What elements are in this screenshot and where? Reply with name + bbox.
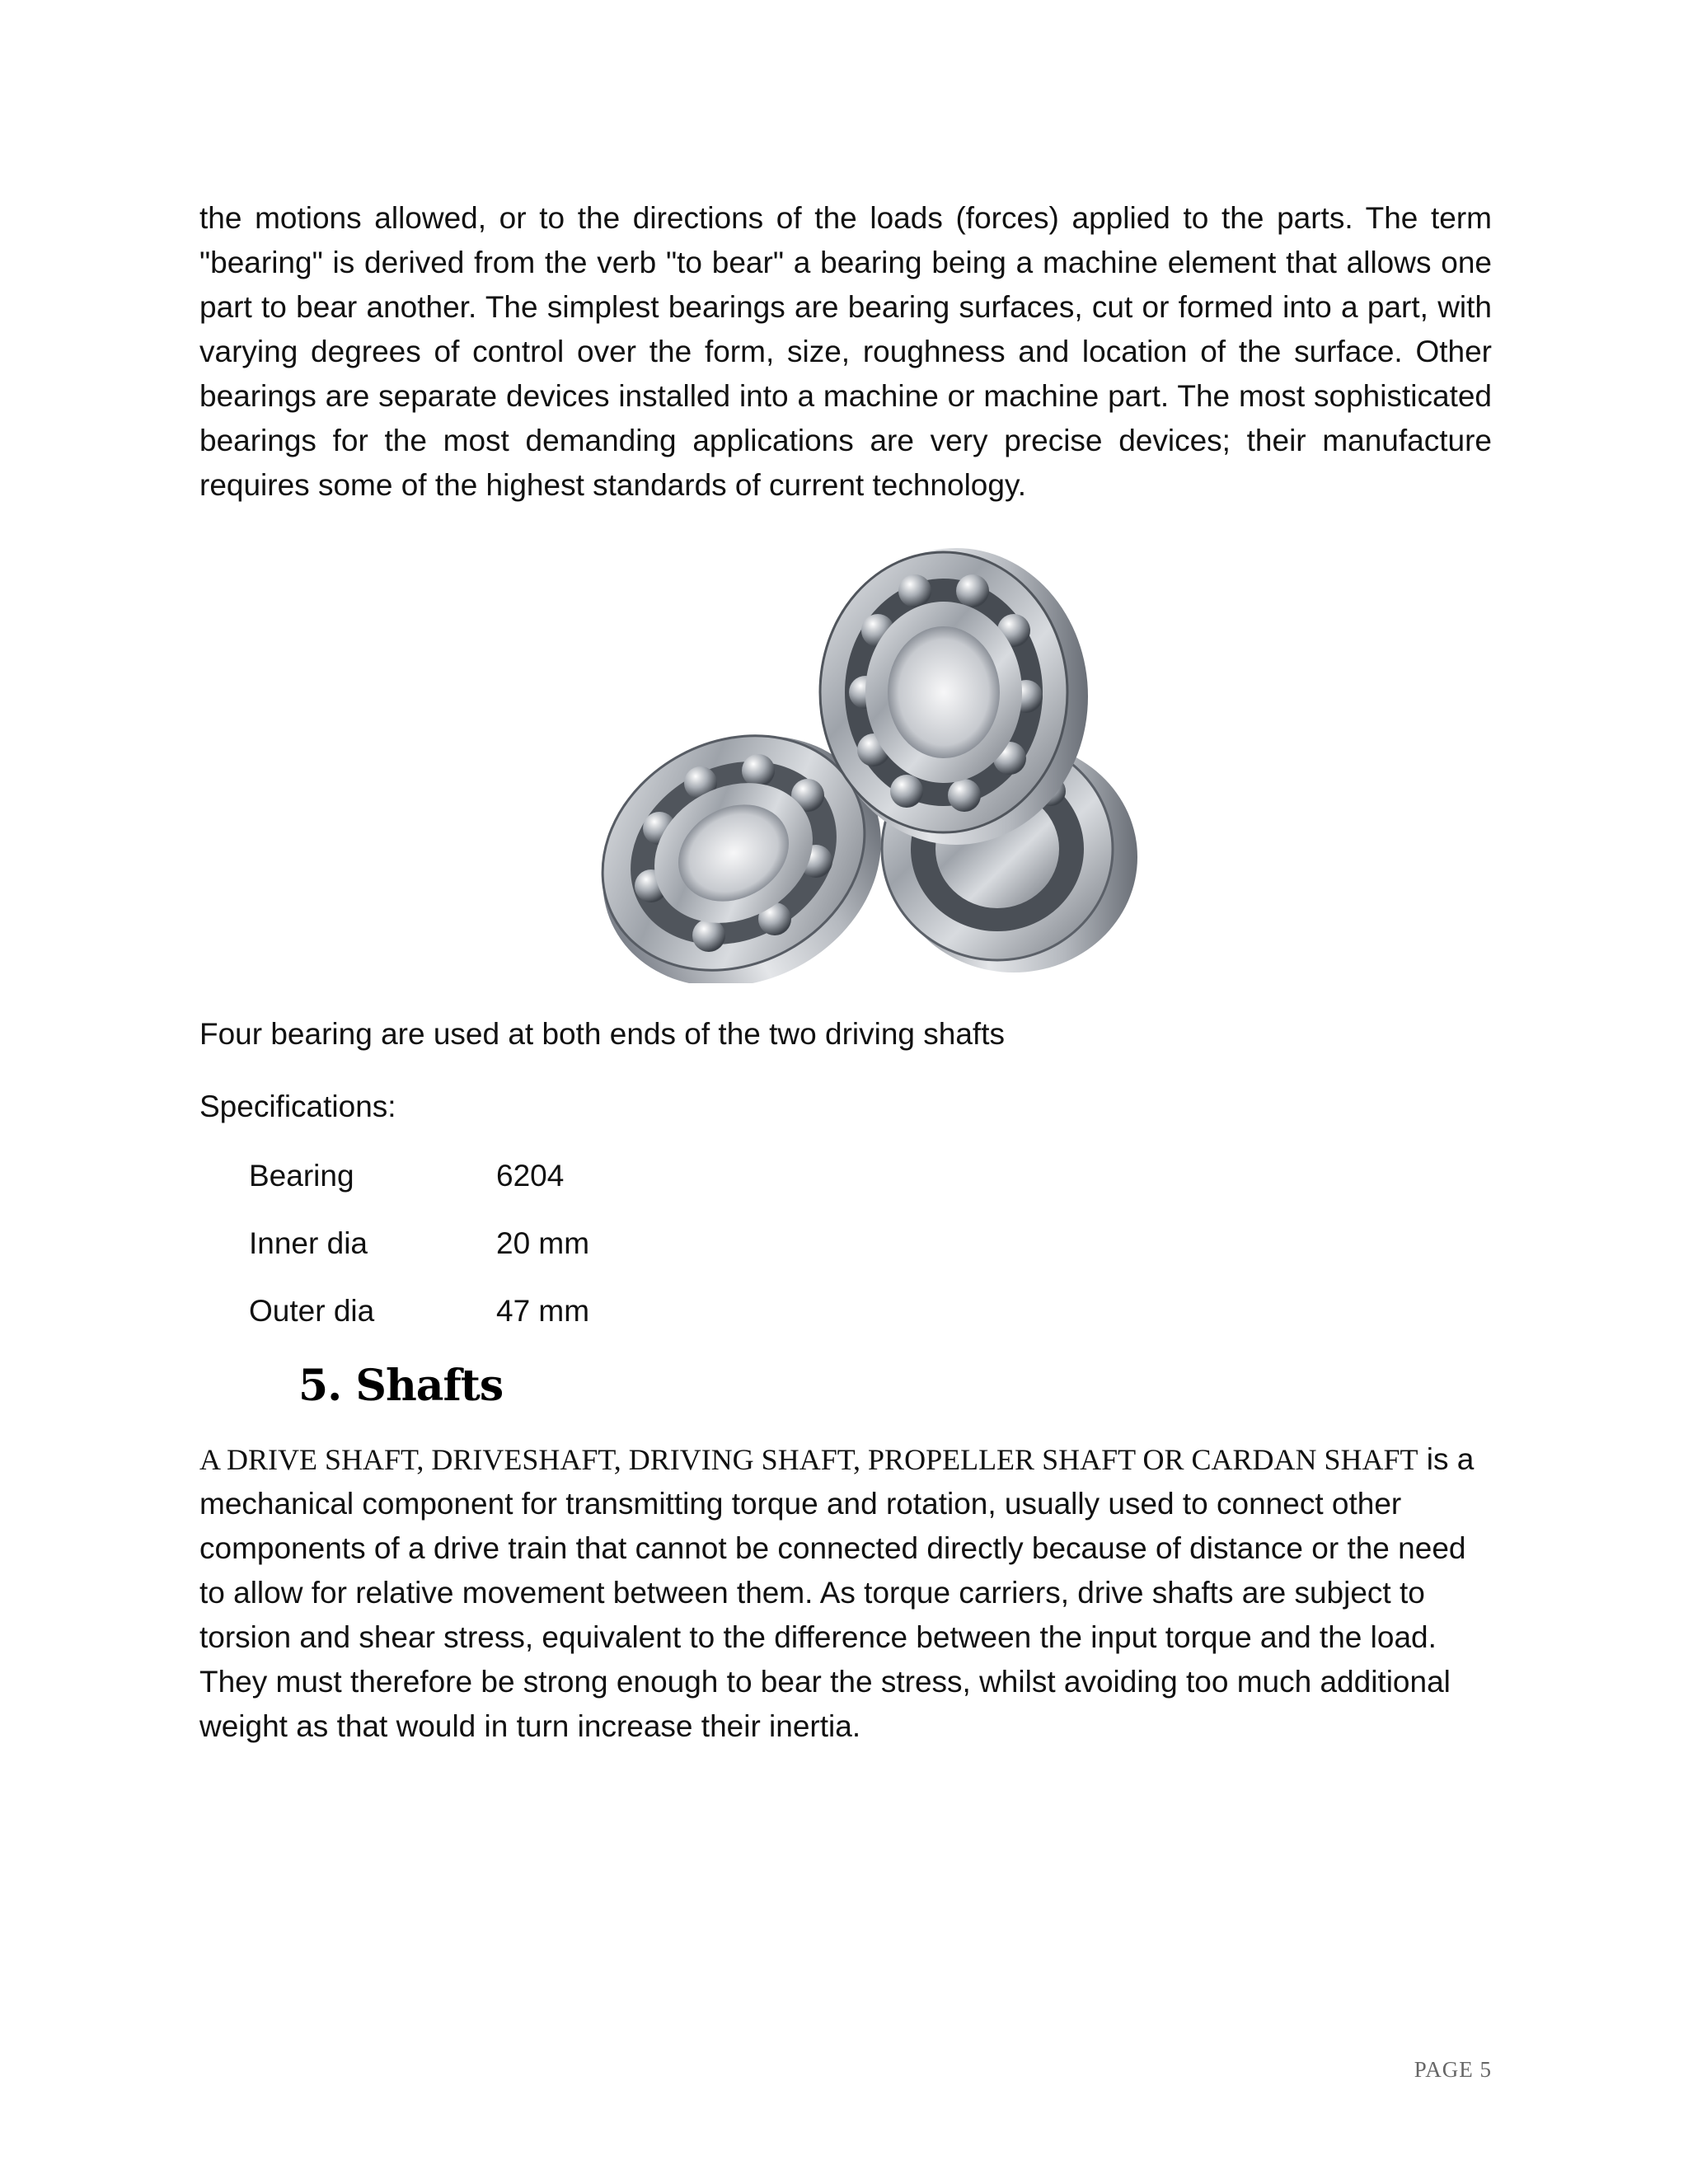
intro-paragraph: the motions allowed, or to the directions of the loads (forces) applied to the parts. The term "bearing" is derived from the verb "to bear" a bearing being a machine element that allows one part to bear another. The simplest bearings are bearing surfaces, cut or formed into a part, with varying degrees of control over the form, size, roughness and location of the surface. Other bearings are separate devices installed into a machine or machine part. The most sophisticated bearings for the most demanding applications are very precise devices; their manufacture requires some of the highest standards of current technology. <box>199 201 1492 502</box>
ball-bearings-photo <box>569 532 1162 983</box>
spec-value: 20 mm <box>496 1226 590 1260</box>
spec-row-bearing <box>249 1154 743 1198</box>
spec-row-outer-dia <box>249 1289 743 1333</box>
page-number: PAGE 5 <box>1414 2057 1492 2082</box>
spec-label: Outer dia <box>249 1294 375 1328</box>
shaft-terms: A DRIVE SHAFT, DRIVESHAFT, DRIVING SHAFT, PROPELLER SHAFT OR CARDAN SHAFT <box>199 1443 1418 1476</box>
shafts-body: is a mechanical component for transmitting torque and rotation, usually used to connect other components of a drive train that cannot be connected directly because of distance or the need to allow for relative movement between them. As torque carriers, drive shafts are subject to torsion and shear stress, equivalent to the difference between the input torque and the load. They must therefore be strong enough to bear the stress, whilst avoiding too much additional weight as that would in turn increase their inertia. <box>199 1442 1475 1743</box>
spec-label: Inner dia <box>249 1226 368 1260</box>
shafts-paragraph <box>199 1437 1492 1749</box>
specifications-title: Specifications: <box>199 1090 396 1123</box>
spec-row-inner-dia <box>249 1221 743 1266</box>
bearing-caption: Four bearing are used at both ends of the two driving shafts <box>199 1017 1005 1051</box>
spec-label: Bearing <box>249 1159 354 1193</box>
spec-value: 6204 <box>496 1159 565 1193</box>
spec-value: 47 mm <box>496 1294 590 1328</box>
section-heading: 5. Shafts <box>298 1361 504 1411</box>
